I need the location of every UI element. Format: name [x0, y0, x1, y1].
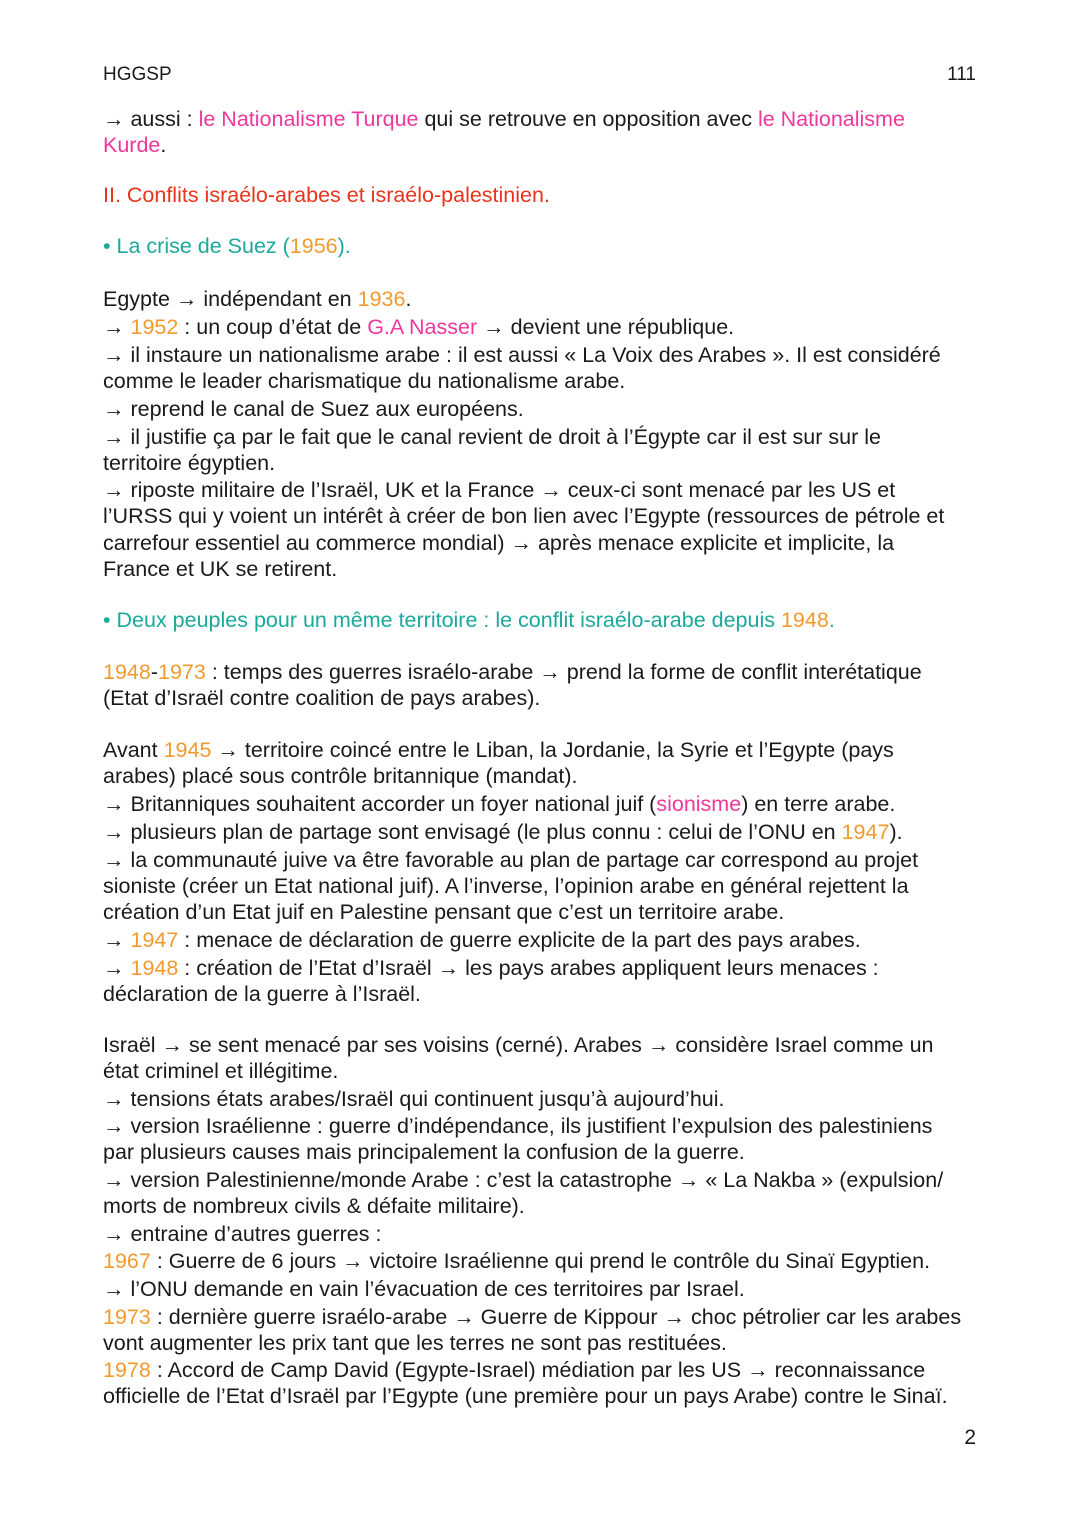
text-line — [103, 819, 903, 845]
text-line — [103, 233, 351, 259]
text-segment: par plusieurs causes mais principalement la confusion de la guerre. — [103, 1140, 745, 1164]
text-segment: La crise de Suez ( — [116, 234, 290, 258]
text-segment: l’URSS qui y voient un intérêt à créer de bon lien avec l’Egypte (ressources de pétrole et — [103, 504, 945, 528]
text-line — [103, 1383, 948, 1409]
text-line — [103, 342, 941, 368]
text-segment: → l’ONU demande en vain l’évacuation de ces territoires par Israel. — [103, 1277, 745, 1301]
text-line — [103, 1248, 930, 1274]
text-segment: → territoire coincé entre le Liban, la Jordanie, la Syrie et l’Egypte (pays — [211, 738, 894, 762]
text-segment: déclaration de la guerre à l’Israël. — [103, 982, 421, 1006]
text-line — [103, 1193, 525, 1219]
text-segment: → devient une république. — [477, 315, 735, 339]
text-segment: → — [103, 928, 131, 952]
text-line — [103, 503, 944, 529]
text-segment: 1973 — [103, 1305, 151, 1329]
page-header-subject: HGGSP — [103, 64, 172, 85]
text-line — [103, 685, 540, 711]
text-segment: → aussi : — [103, 107, 199, 131]
text-line — [103, 132, 166, 158]
text-line — [103, 763, 577, 789]
text-line — [103, 1276, 745, 1302]
text-segment: 1956 — [289, 234, 338, 258]
text-line — [103, 424, 881, 450]
text-segment: G.A Nasser — [367, 315, 478, 339]
text-line — [103, 955, 879, 981]
text-segment: 1948 — [130, 956, 179, 980]
text-segment: 1948 — [780, 608, 829, 632]
text-segment: → il justifie ça par le fait que le canal revient de droit à l’Égypte car il est sur sur le — [103, 425, 881, 449]
text-segment: 1947 — [130, 928, 179, 952]
text-segment: 1967 — [103, 1249, 151, 1273]
text-line — [103, 1167, 943, 1193]
text-line — [103, 314, 734, 340]
text-segment: vont augmenter les prix tant que les terres ne sont pas restituées. — [103, 1331, 727, 1355]
text-line — [103, 927, 861, 953]
text-segment: 1973 — [158, 660, 206, 684]
text-segment: ) en terre arabe. — [741, 792, 896, 816]
text-segment: Egypte → indépendant en — [103, 287, 358, 311]
text-line — [103, 873, 909, 899]
text-segment: : un coup d’état de — [178, 315, 368, 339]
text-line — [103, 556, 337, 582]
text-line — [103, 1139, 745, 1165]
text-segment: le Nationalisme — [757, 107, 905, 131]
text-line — [103, 899, 784, 925]
text-segment: France et UK se retirent. — [103, 557, 338, 581]
text-segment: 1952 — [130, 315, 179, 339]
text-segment: → — [103, 956, 131, 980]
text-segment: → entraine d’autres guerres : — [103, 1222, 382, 1246]
text-segment: → version Israélienne : guerre d’indépendance, ils justifient l’expulsion des palestiniens — [103, 1114, 933, 1138]
text-line — [103, 368, 625, 394]
text-segment: : temps des guerres israélo-arabe → prend la forme de conflit interétatique — [205, 660, 922, 684]
page-header-number: 111 — [947, 64, 976, 85]
text-segment: : Accord de Camp David (Egypte-Israel) médiation par les US → reconnaissance — [150, 1358, 926, 1382]
text-segment: → Britanniques souhaitent accorder un foyer national juif ( — [103, 792, 657, 816]
text-line — [103, 530, 894, 556]
text-line — [103, 450, 275, 476]
text-segment: Deux peuples pour un même territoire : le conflit israélo-arabe depuis — [116, 608, 781, 632]
page-footer-number: 2 — [964, 1426, 976, 1449]
text-segment: Avant — [103, 738, 164, 762]
text-segment: → version Palestinienne/monde Arabe : c’est la catastrophe → « La Nakba » (expulsion/ — [103, 1168, 944, 1192]
text-segment: morts de nombreux civils & défaite militaire). — [103, 1194, 525, 1218]
text-line — [103, 1304, 961, 1330]
text-segment: • — [103, 608, 117, 632]
text-segment: sioniste (créer un Etat national juif). A l’inverse, l’opinion arabe en général rejettent la — [103, 874, 909, 898]
text-line — [103, 607, 835, 633]
text-segment: (Etat d’Israël contre coalition de pays arabes). — [103, 686, 541, 710]
text-segment: ). — [889, 820, 903, 844]
text-segment: Israël → se sent menacé par ses voisins (cerné). Arabes → considère Israel comme un — [103, 1033, 934, 1057]
text-segment: 1947 — [841, 820, 890, 844]
text-segment: arabes) placé sous contrôle britannique (mandat). — [103, 764, 578, 788]
text-line — [103, 1032, 934, 1058]
text-segment: → la communauté juive va être favorable au plan de partage car correspond au projet — [103, 848, 919, 872]
text-line — [103, 1221, 381, 1247]
text-segment: Kurde — [103, 133, 161, 157]
text-segment: ). — [337, 234, 351, 258]
text-line — [103, 1086, 725, 1112]
text-segment: 1978 — [103, 1358, 151, 1382]
text-segment: officielle de l’Etat d’Israël par l’Egypte (une première pour un pays Arabe) contre le Sinaï. — [103, 1384, 948, 1408]
text-segment: comme le leader charismatique du nationalisme arabe. — [103, 369, 626, 393]
text-segment: → riposte militaire de l’Israël, UK et la France → ceux-ci sont menacé par les US et — [103, 478, 896, 502]
text-segment: . — [828, 608, 835, 632]
text-segment: 1945 — [163, 738, 212, 762]
text-segment: • — [103, 234, 117, 258]
text-segment: le Nationalisme Turque — [198, 107, 419, 131]
text-line — [103, 981, 421, 1007]
text-line — [103, 791, 895, 817]
text-line — [103, 1330, 727, 1356]
text-segment: - — [150, 660, 159, 684]
text-segment: : création de l’Etat d’Israël → les pays arabes appliquent leurs menaces : — [178, 956, 879, 980]
text-segment: → reprend le canal de Suez aux européens. — [103, 397, 524, 421]
text-line — [103, 286, 411, 312]
text-segment: création d’un Etat juif en Palestine pensant que c’est un territoire arabe. — [103, 900, 785, 924]
text-line — [103, 106, 905, 132]
text-line — [103, 1058, 338, 1084]
text-line — [103, 737, 894, 763]
text-segment: : menace de déclaration de guerre explicite de la part des pays arabes. — [178, 928, 861, 952]
text-segment: → — [103, 315, 131, 339]
text-line — [103, 1113, 932, 1139]
text-segment: carrefour essentiel au commerce mondial) → après menace explicite et implicite, la — [103, 531, 895, 555]
text-segment: : dernière guerre israélo-arabe → Guerre de Kippour → choc pétrolier car les arabes — [150, 1305, 962, 1329]
text-segment: . — [160, 133, 167, 157]
text-segment: → plusieurs plan de partage sont envisagé (le plus connu : celui de l’ONU en — [103, 820, 842, 844]
text-segment: . — [405, 287, 412, 311]
text-segment: sionisme — [656, 792, 742, 816]
text-segment: territoire égyptien. — [103, 451, 276, 475]
text-segment: 1948 — [103, 660, 151, 684]
text-line — [103, 182, 550, 208]
text-segment: → tensions états arabes/Israël qui continuent jusqu’à aujourd’hui. — [103, 1087, 725, 1111]
text-segment: qui se retrouve en opposition avec — [418, 107, 758, 131]
text-line — [103, 396, 524, 422]
text-line — [103, 659, 922, 685]
text-segment: → il instaure un nationalisme arabe : il est aussi « La Voix des Arabes ». Il est considéré — [103, 343, 941, 367]
text-segment: 1936 — [357, 287, 406, 311]
text-line — [103, 847, 918, 873]
text-segment: II. Conflits israélo-arabes et israélo-palestinien. — [103, 183, 550, 207]
text-line — [103, 1357, 925, 1383]
text-segment: : Guerre de 6 jours → victoire Israélienne qui prend le contrôle du Sinaï Egyptien. — [150, 1249, 931, 1273]
text-segment: état criminel et illégitime. — [103, 1059, 339, 1083]
text-line — [103, 477, 895, 503]
